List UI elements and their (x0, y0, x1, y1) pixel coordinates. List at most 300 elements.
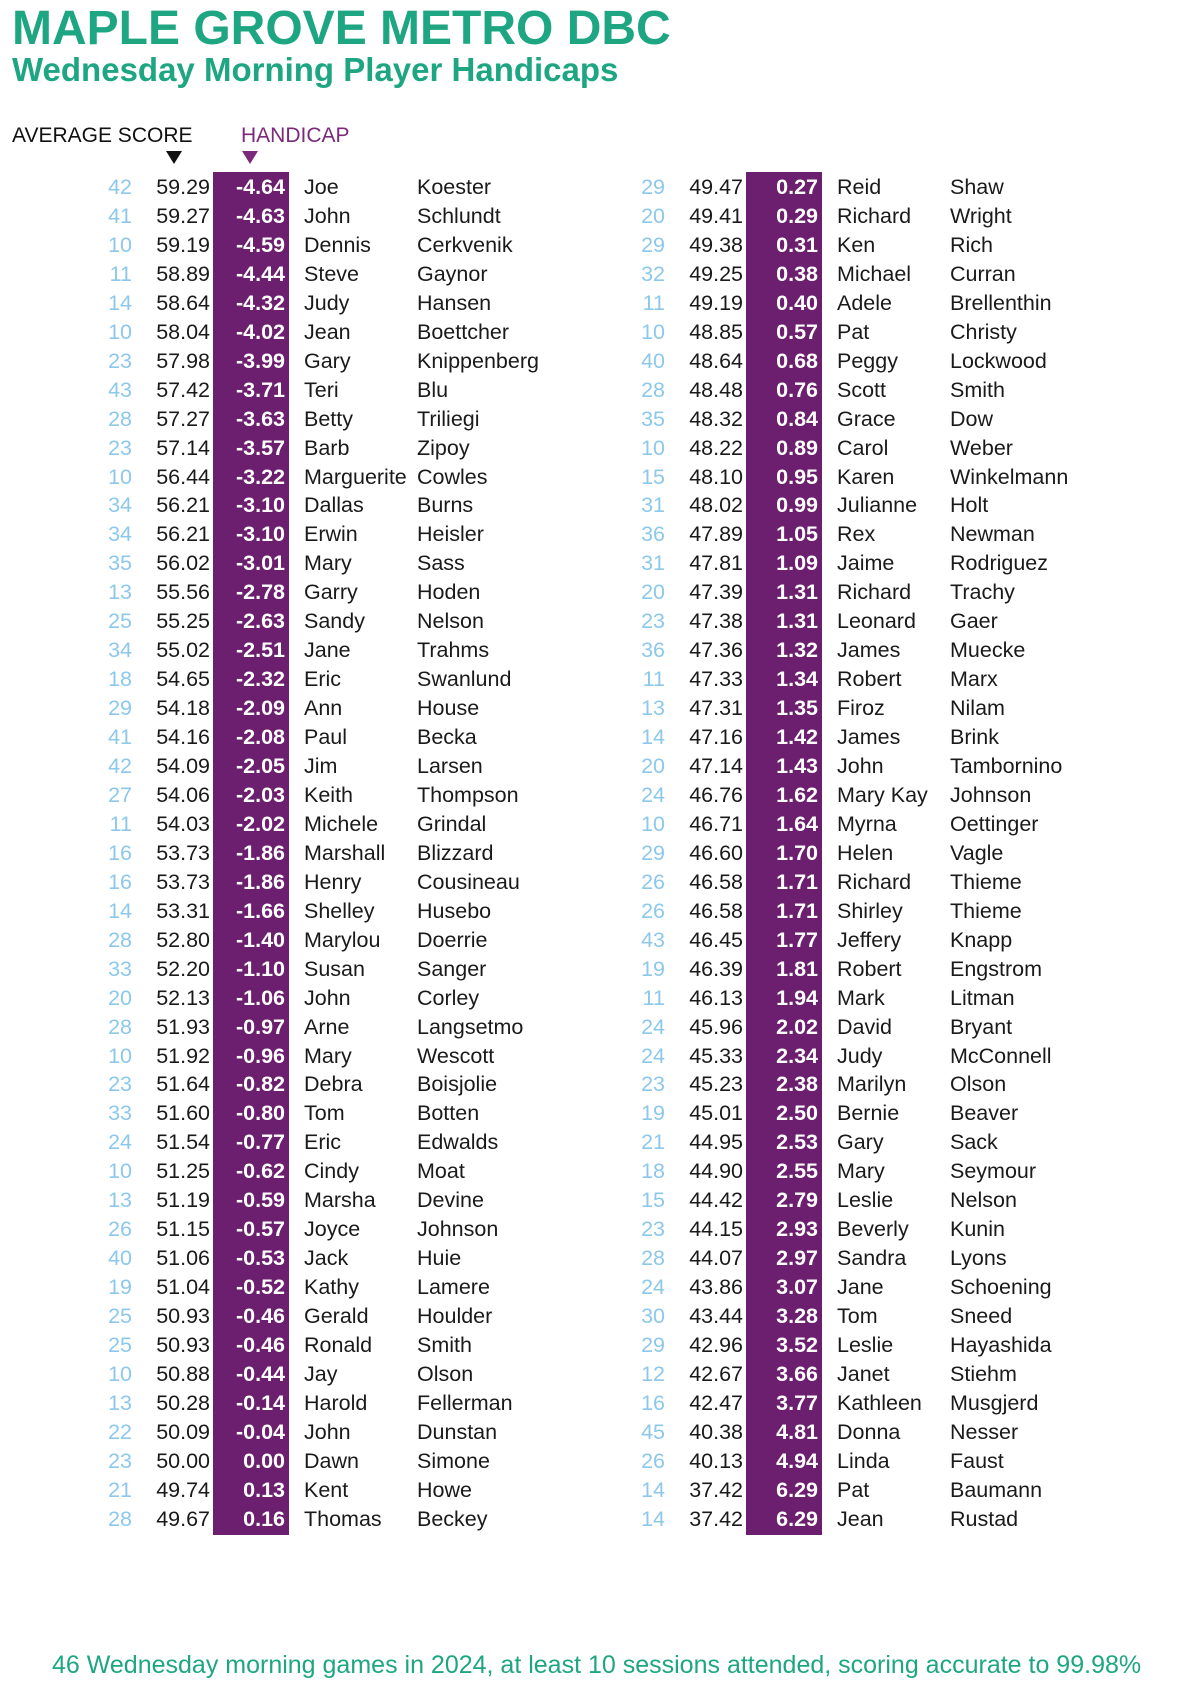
sessions-count: 40 (108, 1246, 132, 1271)
table-row (533, 1185, 1093, 1216)
sessions-count: 14 (108, 290, 132, 315)
table-row (0, 896, 560, 927)
last-name: Dow (950, 406, 994, 431)
first-name: Barb (304, 435, 350, 460)
last-name: Burns (417, 493, 474, 518)
first-name: Sandy (304, 609, 365, 634)
handicap-value: 0.76 (746, 375, 822, 406)
average-score: 51.92 (156, 1043, 210, 1068)
average-score: 49.38 (689, 232, 743, 257)
table-row (0, 1504, 560, 1535)
handicap-value: 2.55 (746, 1156, 822, 1187)
handicap-value: 3.07 (746, 1272, 822, 1303)
average-score: 53.73 (156, 840, 210, 865)
handicap-value: 3.28 (746, 1301, 822, 1332)
average-score: 42.47 (689, 1390, 743, 1415)
handicap-value: 0.68 (746, 346, 822, 377)
first-name: Jaime (837, 551, 895, 576)
average-score: 47.89 (689, 522, 743, 547)
table-row (0, 1156, 560, 1187)
first-name: Sandra (837, 1246, 907, 1271)
handicap-value: -0.14 (213, 1388, 289, 1419)
average-score: 54.16 (156, 725, 210, 750)
first-name: Joyce (304, 1217, 361, 1242)
handicap-value: -4.02 (213, 317, 289, 348)
last-name: Cerkvenik (417, 232, 513, 257)
table-row (533, 519, 1093, 550)
average-score: 48.48 (689, 377, 743, 402)
table-row (533, 693, 1093, 724)
average-score: 46.71 (689, 811, 743, 836)
last-name: Beaver (950, 1101, 1019, 1126)
table-row (0, 259, 560, 290)
table-row (0, 1069, 560, 1100)
table-row (0, 722, 560, 753)
table-row (533, 1127, 1093, 1158)
average-score: 53.31 (156, 898, 210, 923)
first-name: Mark (837, 985, 885, 1010)
first-name: Ken (837, 232, 876, 257)
average-score: 49.25 (689, 261, 743, 286)
handicap-value: -1.66 (213, 896, 289, 927)
first-name: John (304, 985, 351, 1010)
last-name: Boisjolie (417, 1072, 498, 1097)
sessions-count: 36 (641, 522, 665, 547)
first-name: Judy (304, 290, 350, 315)
first-name: Kathy (304, 1275, 359, 1300)
first-name: Donna (837, 1419, 901, 1444)
average-score: 46.45 (689, 927, 743, 952)
table-row (0, 433, 560, 464)
average-score: 40.38 (689, 1419, 743, 1444)
table-row (0, 462, 560, 493)
last-name: Litman (950, 985, 1015, 1010)
last-name: Langsetmo (417, 1014, 524, 1039)
average-score: 46.39 (689, 956, 743, 981)
average-score: 53.73 (156, 869, 210, 894)
first-name: Jane (837, 1275, 884, 1300)
table-row (0, 519, 560, 550)
handicap-value: 0.89 (746, 433, 822, 464)
handicap-value: -4.64 (213, 172, 289, 203)
last-name: House (417, 696, 480, 721)
average-score: 47.14 (689, 754, 743, 778)
first-name: Marshall (304, 840, 386, 865)
sessions-count: 29 (641, 840, 665, 865)
first-name: Robert (837, 667, 902, 692)
average-score: 57.27 (156, 406, 210, 431)
handicap-value: 1.94 (746, 983, 822, 1014)
first-name: Betty (304, 406, 353, 431)
sessions-count: 11 (109, 261, 132, 286)
first-name: Paul (304, 725, 348, 750)
average-score: 43.44 (689, 1304, 743, 1329)
handicap-value: 1.32 (746, 635, 822, 666)
sessions-count: 13 (641, 696, 665, 721)
first-name: John (304, 1419, 351, 1444)
sessions-count: 15 (641, 1188, 665, 1213)
sessions-count: 16 (641, 1390, 665, 1415)
table-row (0, 1446, 560, 1477)
page-subtitle: Wednesday Morning Player Handicaps (12, 51, 619, 88)
handicap-value: 2.53 (746, 1127, 822, 1158)
table-row (533, 548, 1093, 579)
handicap-value: -0.46 (213, 1301, 289, 1332)
last-name: Fellerman (417, 1390, 513, 1415)
handicap-value: -4.59 (213, 230, 289, 261)
first-name: Peggy (837, 348, 898, 373)
table-row (533, 925, 1093, 956)
sessions-count: 10 (108, 1159, 132, 1184)
handicap-value: 1.71 (746, 867, 822, 898)
last-name: Swanlund (417, 667, 512, 692)
table-row (533, 664, 1093, 695)
table-row (533, 1243, 1093, 1274)
table-row (0, 230, 560, 261)
sessions-count: 14 (641, 1477, 665, 1502)
table-row (0, 1301, 560, 1332)
table-row (533, 838, 1093, 869)
table-row (533, 1272, 1093, 1303)
table-row (533, 780, 1093, 811)
sessions-count: 10 (641, 319, 665, 344)
last-name: Baumann (950, 1477, 1043, 1502)
table-row (0, 635, 560, 666)
first-name: James (837, 725, 901, 750)
table-row (533, 635, 1093, 666)
sessions-count: 42 (108, 175, 132, 199)
handicap-value: 1.31 (746, 606, 822, 637)
handicap-value: 1.81 (746, 954, 822, 985)
handicap-value: 1.31 (746, 577, 822, 608)
first-name: Shirley (837, 898, 903, 923)
handicap-value: 0.27 (746, 172, 822, 203)
table-row (0, 809, 560, 840)
handicap-value: -0.53 (213, 1243, 289, 1274)
last-name: Sanger (417, 956, 487, 981)
table-row (533, 346, 1093, 377)
sessions-count: 10 (108, 319, 132, 344)
first-name: Susan (304, 956, 365, 981)
handicap-value: -1.06 (213, 983, 289, 1014)
sessions-count: 26 (108, 1217, 132, 1242)
sessions-count: 23 (108, 348, 132, 373)
handicap-value: -3.99 (213, 346, 289, 377)
last-name: Trahms (417, 638, 490, 663)
table-row (533, 1504, 1093, 1535)
average-score: 51.54 (156, 1130, 210, 1155)
sessions-count: 20 (641, 203, 665, 228)
average-score: 51.25 (156, 1159, 210, 1184)
handicap-value: 1.70 (746, 838, 822, 869)
first-name: Ronald (304, 1333, 373, 1357)
sessions-count: 36 (641, 638, 665, 663)
first-name: Thomas (304, 1506, 382, 1531)
table-row (533, 462, 1093, 493)
handicap-value: 0.95 (746, 462, 822, 493)
last-name: Smith (417, 1333, 472, 1357)
average-score: 47.16 (689, 725, 743, 750)
last-name: Husebo (417, 898, 492, 923)
sessions-count: 24 (108, 1130, 132, 1155)
first-name: Jay (304, 1361, 338, 1386)
sessions-count: 41 (108, 725, 132, 750)
handicap-value: 3.66 (746, 1359, 822, 1390)
first-name: Jean (304, 319, 351, 344)
last-name: Beckey (417, 1506, 488, 1531)
average-score: 57.98 (156, 348, 210, 373)
average-score: 44.42 (689, 1188, 743, 1213)
average-score: 58.64 (156, 290, 210, 315)
handicap-value: 0.29 (746, 201, 822, 232)
last-name: Dunstan (417, 1419, 498, 1444)
last-name: Blu (417, 377, 449, 402)
sessions-count: 43 (641, 927, 665, 952)
last-name: Thompson (417, 782, 519, 807)
last-name: Doerrie (417, 927, 488, 952)
last-name: Stiehm (950, 1361, 1017, 1386)
average-score: 50.09 (156, 1419, 210, 1444)
first-name: Mary Kay (837, 782, 928, 807)
first-name: Linda (837, 1448, 890, 1473)
handicap-value: -3.22 (213, 462, 289, 493)
first-name: Scott (837, 377, 886, 402)
handicap-value: 1.34 (746, 664, 822, 695)
table-row (533, 288, 1093, 319)
last-name: Kunin (950, 1217, 1005, 1242)
average-score: 59.27 (156, 203, 210, 228)
table-row (533, 1041, 1093, 1072)
average-score: 47.33 (689, 667, 743, 692)
handicap-value: -4.44 (213, 259, 289, 290)
handicap-value: -0.80 (213, 1098, 289, 1129)
first-name: Joe (304, 175, 339, 199)
last-name: Thieme (950, 898, 1022, 923)
page-title: MAPLE GROVE METRO DBC (12, 2, 671, 55)
sessions-count: 26 (641, 898, 665, 923)
table-row (0, 1272, 560, 1303)
last-name: Blizzard (417, 840, 494, 865)
handicap-value: 4.94 (746, 1446, 822, 1477)
average-score: 54.65 (156, 667, 210, 692)
sessions-count: 30 (641, 1304, 665, 1329)
table-row (0, 1214, 560, 1245)
last-name: Wright (950, 203, 1012, 228)
last-name: Triliegi (417, 406, 480, 431)
average-score: 54.09 (156, 754, 210, 778)
last-name: Lockwood (950, 348, 1047, 373)
last-name: Knapp (950, 927, 1013, 952)
last-name: Johnson (417, 1217, 499, 1242)
sessions-count: 14 (641, 725, 665, 750)
last-name: Botten (417, 1101, 480, 1126)
first-name: Ann (304, 696, 343, 721)
last-name: Becka (417, 725, 477, 750)
handicap-value: 0.00 (213, 1446, 289, 1477)
last-name: Marx (950, 667, 998, 692)
first-name: Teri (304, 377, 339, 402)
handicap-value: -2.32 (213, 664, 289, 695)
average-score: 57.42 (156, 377, 210, 402)
sessions-count: 22 (108, 1419, 132, 1444)
sessions-count: 45 (641, 1419, 665, 1444)
handicap-value: 1.42 (746, 722, 822, 753)
table-row (533, 230, 1093, 261)
first-name: Jim (304, 754, 338, 778)
last-name: Hoden (417, 580, 481, 605)
sessions-count: 10 (108, 232, 132, 257)
first-name: Carol (837, 435, 889, 460)
handicap-value: 0.13 (213, 1475, 289, 1506)
average-score: 51.04 (156, 1275, 210, 1300)
sessions-count: 13 (108, 1390, 132, 1415)
handicap-header: HANDICAP (241, 124, 350, 147)
average-score: 59.19 (156, 232, 210, 257)
handicap-value: -0.96 (213, 1041, 289, 1072)
last-name: Weber (950, 435, 1013, 460)
handicap-value: 2.34 (746, 1041, 822, 1072)
sessions-count: 33 (108, 1101, 132, 1126)
sessions-count: 10 (108, 1361, 132, 1386)
average-score: 57.14 (156, 435, 210, 460)
first-name: James (837, 638, 901, 663)
first-name: Gerald (304, 1304, 369, 1329)
last-name: Vagle (950, 840, 1004, 865)
average-score: 52.80 (156, 927, 210, 952)
sessions-count: 31 (641, 551, 665, 576)
last-name: Cousineau (417, 869, 520, 894)
average-score: 56.44 (156, 464, 210, 489)
average-score: 55.25 (156, 609, 210, 634)
average-score: 46.60 (689, 840, 743, 865)
sessions-count: 28 (108, 927, 132, 952)
last-name: Brellenthin (950, 290, 1052, 315)
table-row (533, 375, 1093, 406)
table-row (0, 925, 560, 956)
table-row (0, 838, 560, 869)
last-name: Edwalds (417, 1130, 499, 1155)
handicap-value: -0.04 (213, 1417, 289, 1448)
handicap-value: -2.05 (213, 751, 289, 782)
last-name: Nesser (950, 1419, 1019, 1444)
table-row (0, 1359, 560, 1390)
sessions-count: 28 (108, 1014, 132, 1039)
first-name: Marilyn (837, 1072, 907, 1097)
average-score: 42.96 (689, 1333, 743, 1357)
table-row (533, 809, 1093, 840)
last-name: Schlundt (417, 203, 501, 228)
table-row (533, 172, 1093, 203)
handicap-arrow-icon (242, 151, 258, 164)
last-name: Sack (950, 1130, 998, 1155)
handicap-value: 3.52 (746, 1330, 822, 1361)
sessions-count: 23 (108, 1072, 132, 1097)
first-name: Rex (837, 522, 876, 547)
handicap-value: 0.31 (746, 230, 822, 261)
first-name: Tom (304, 1101, 345, 1126)
first-name: Marsha (304, 1188, 376, 1213)
average-score: 48.32 (689, 406, 743, 431)
table-row (533, 433, 1093, 464)
sessions-count: 33 (108, 956, 132, 981)
last-name: Lamere (417, 1275, 490, 1300)
handicap-value: 2.93 (746, 1214, 822, 1245)
table-row (533, 867, 1093, 898)
average-score: 45.33 (689, 1043, 743, 1068)
last-name: Thieme (950, 869, 1022, 894)
first-name: Firoz (837, 696, 885, 721)
sessions-count: 20 (108, 985, 132, 1010)
average-score: 46.58 (689, 869, 743, 894)
handicap-value: 0.84 (746, 404, 822, 435)
last-name: Nelson (950, 1188, 1017, 1213)
table-row (533, 577, 1093, 608)
average-score: 50.93 (156, 1333, 210, 1357)
average-score: 46.13 (689, 985, 743, 1010)
last-name: Bryant (950, 1014, 1013, 1039)
first-name: Marylou (304, 927, 381, 952)
handicap-value: -0.77 (213, 1127, 289, 1158)
sessions-count: 25 (108, 1333, 132, 1357)
sessions-count: 23 (641, 1217, 665, 1242)
first-name: Jack (304, 1246, 349, 1271)
last-name: Smith (950, 377, 1005, 402)
sessions-count: 29 (641, 232, 665, 257)
sessions-count: 27 (108, 782, 132, 807)
sessions-count: 19 (641, 1101, 665, 1126)
first-name: Myrna (837, 811, 897, 836)
first-name: Janet (837, 1361, 890, 1386)
sessions-count: 28 (641, 1246, 665, 1271)
table-row (0, 780, 560, 811)
sessions-count: 14 (641, 1506, 665, 1531)
handicap-value: -0.97 (213, 1012, 289, 1043)
average-score: 52.13 (156, 985, 210, 1010)
table-row (533, 896, 1093, 927)
first-name: Leslie (837, 1333, 894, 1357)
handicap-value: 0.99 (746, 490, 822, 521)
first-name: Steve (304, 261, 359, 286)
handicap-value: -0.46 (213, 1330, 289, 1361)
table-row (0, 867, 560, 898)
first-name: Grace (837, 406, 896, 431)
average-score: 37.42 (689, 1506, 743, 1531)
average-score: 51.06 (156, 1246, 210, 1271)
handicap-value: -2.03 (213, 780, 289, 811)
first-name: Dennis (304, 232, 371, 257)
sessions-count: 26 (641, 1448, 665, 1473)
sessions-count: 13 (108, 580, 132, 605)
handicap-value: -0.44 (213, 1359, 289, 1390)
first-name: Eric (304, 667, 342, 692)
last-name: Muecke (950, 638, 1026, 663)
sessions-count: 11 (642, 985, 665, 1010)
table-row (0, 606, 560, 637)
average-score: 47.81 (689, 551, 743, 576)
sessions-count: 14 (108, 898, 132, 923)
average-score: 56.02 (156, 551, 210, 576)
first-name: Kathleen (837, 1390, 922, 1415)
first-name: David (837, 1014, 892, 1039)
table-row (533, 1359, 1093, 1390)
average-score: 59.29 (156, 175, 210, 199)
handicap-value: 0.16 (213, 1504, 289, 1535)
average-score-arrow-icon (166, 151, 182, 164)
first-name: Beverly (837, 1217, 909, 1242)
first-name: Jeffery (837, 927, 902, 952)
average-score: 49.47 (689, 175, 743, 199)
first-name: Michele (304, 811, 379, 836)
